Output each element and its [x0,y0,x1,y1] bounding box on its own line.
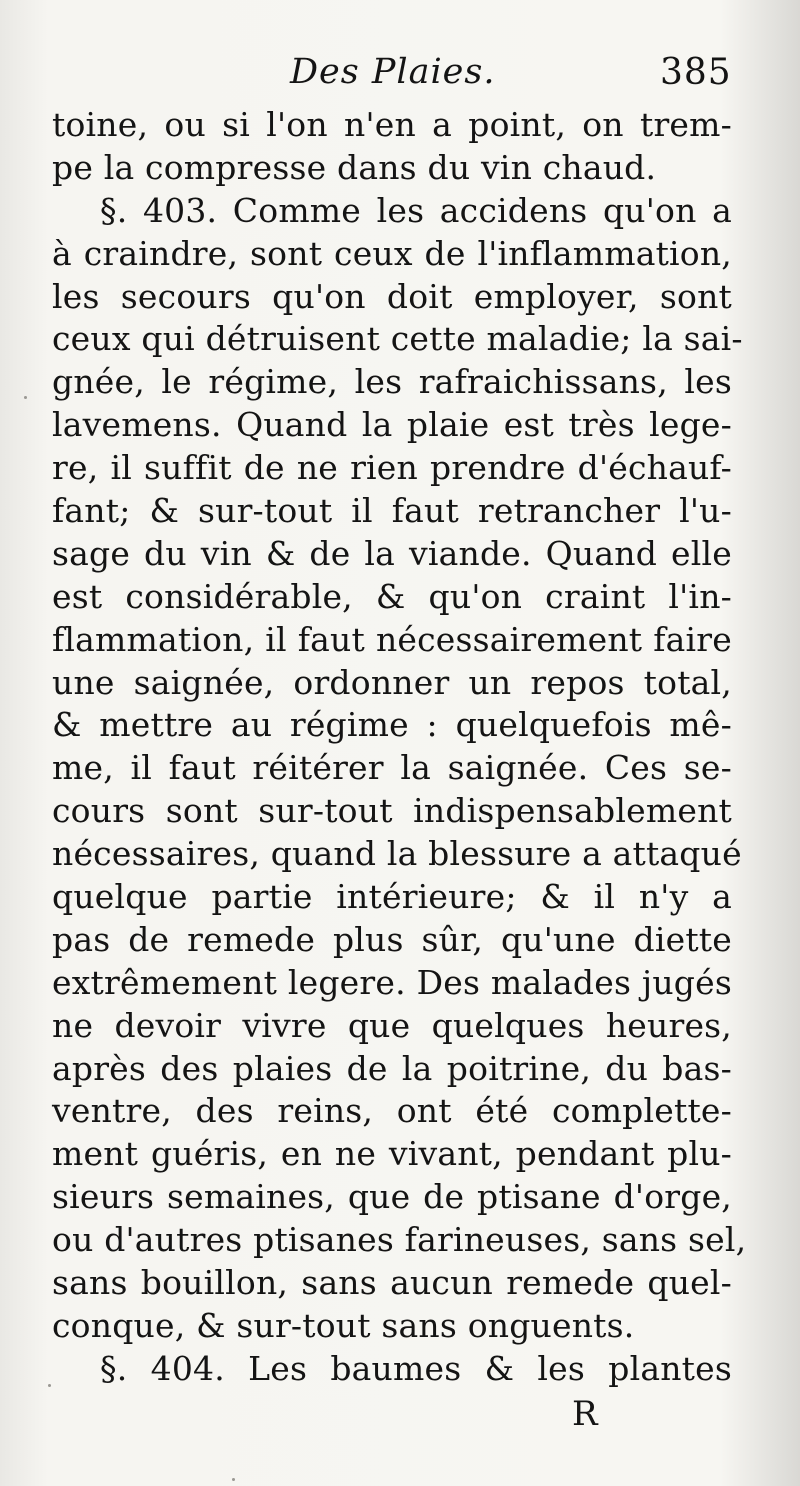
text-line: lavemens. Quand la plaie est très lege- [52,405,732,445]
paper-speck [48,1384,51,1387]
text-line: ou d'autres ptisanes farineuses, sans sel, [52,1220,747,1260]
text-line: fant; & sur-tout il faut retrancher l'u- [52,491,732,531]
text-line: les secours qu'on doit employer, sont [52,276,732,316]
page-header [0,46,800,102]
text-line: pas de remede plus sûr, qu'une diette [52,919,732,959]
section-404-start: §. 404. Les baumes & les plantes [100,1348,732,1388]
running-title: Des Plaies. [290,52,496,92]
text-line: & mettre au régime : quelquefois mê- [52,705,732,745]
text-line: sans bouillon, sans aucun remede quel- [52,1263,732,1303]
paper-speck [232,1478,235,1481]
text-line: ment guéris, en ne vivant, pendant plu- [52,1134,732,1174]
text-line: sage du vin & de la viande. Quand elle [52,533,732,573]
text-line: flammation, il faut nécessairement faire [52,619,732,659]
text-line: sieurs semaines, que de ptisane d'orge, [52,1177,732,1217]
text-line: re, il suffit de ne rien prendre d'échauf- [52,448,732,488]
text-line: nécessaires, quand la blessure a attaqué [52,834,742,874]
text-line: toine, ou si l'on n'en a point, on trem- [52,105,732,144]
text-line: est considérable, & qu'on craint l'in- [52,576,732,616]
text-line: gnée, le régime, les rafraichissans, les [52,362,732,402]
text-line: pe la compresse dans du vin chaud. [52,147,657,187]
body-text [52,104,747,1391]
section-403-start: §. 403. Comme les accidens qu'on a [100,190,732,230]
text-line: conque, & sur-tout sans onguents. [52,1305,635,1345]
text-line: ventre, des reins, ont été complette- [52,1091,732,1131]
text-line: une saignée, ordonner un repos total, [52,662,732,702]
text-line: extrêmement legere. Des malades jugés [52,962,732,1002]
text-line: me, il faut réitérer la saignée. Ces se- [52,748,732,788]
paper-speck [24,396,27,399]
text-line: cours sont sur-tout indispensablement [52,791,732,831]
text-line: après des plaies de la poitrine, du bas- [52,1048,732,1088]
page-number: 385 [660,52,732,93]
text-line: ceux qui détruisent cette maladie; la sai- [52,319,743,359]
text-line: quelque partie intérieure; & il n'y a [52,877,732,917]
signature-mark: R [572,1394,599,1434]
text-line: à craindre, sont ceux de l'inflammation, [52,233,732,273]
text-line: ne devoir vivre que quelques heures, [52,1005,732,1045]
